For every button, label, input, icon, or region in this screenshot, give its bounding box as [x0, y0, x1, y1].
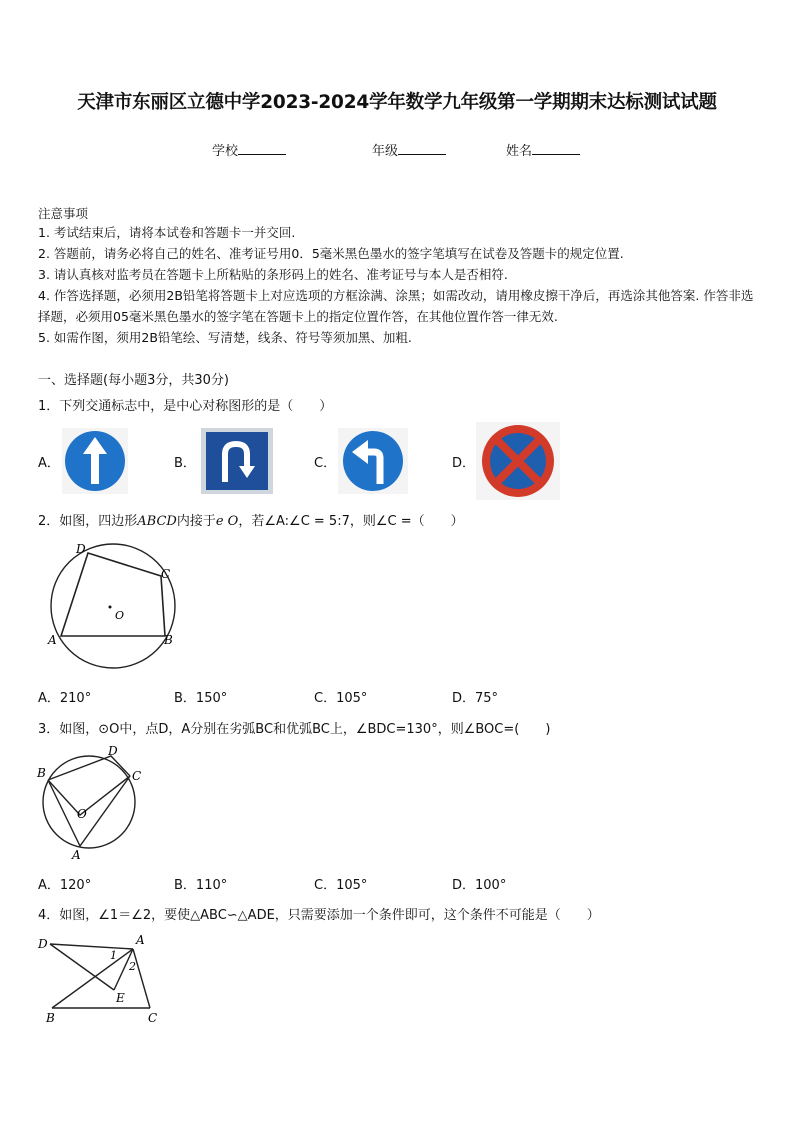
q2-stem-part-3: ，若∠A:∠C = 5:7，则∠C =（ ） [238, 514, 464, 529]
q2-label-c: C [161, 567, 171, 581]
note-item-4: 4. 作答选择题，必须用2B铅笔将答题卡上对应选项的方框涂满、涂黑；如需改动，请用橡皮擦干净后，再选涂其他答案. 作答非选择题，必须用05毫米黑色墨水的签字笔在答题卡上的指定位置作答，在其他位置作答一律无效. [38, 288, 754, 324]
q3-label-a: A [72, 848, 81, 862]
q4-figure [34, 930, 174, 1028]
q1-option-c-label: C． [314, 456, 337, 471]
q2-option-d: D．75° [452, 691, 499, 706]
note-item-5: 5. 如需作图，须用2B铅笔绘、写清楚，线条、符号等须加黑、加粗. [38, 330, 412, 345]
grade-label: 年级 [372, 144, 399, 159]
q3-option-b: B．110° [174, 878, 228, 893]
q3-option-d: D．100° [452, 878, 507, 893]
q4-label-d: D [38, 937, 48, 951]
q2-option-a: A．210° [38, 691, 92, 706]
left-turn-sign-icon [338, 428, 408, 494]
no-parking-sign-icon [476, 422, 560, 500]
q3-option-a: A．120° [38, 878, 92, 893]
q2-label-b: B [164, 633, 173, 647]
q4-segment-da [50, 944, 133, 949]
q4-label-angle-2: 2 [129, 960, 136, 973]
q4-label-b: B [46, 1011, 55, 1025]
up-arrow-sign-icon [62, 428, 128, 494]
q2-label-a: A [48, 633, 57, 647]
q4-segment-de [50, 944, 114, 990]
q2-label-o: O [115, 609, 125, 622]
grade-blank [398, 142, 446, 155]
note-item-2: 2. 答题前，请务必将自己的姓名、准考证号用0．5毫米黑色墨水的签字笔填写在试卷及答题卡的规定位置. [38, 246, 624, 261]
q3-chord-bac [48, 776, 130, 846]
school-field [212, 140, 286, 159]
q4-label-a: A [136, 933, 145, 947]
q3-chord-bdc [48, 756, 130, 780]
q3-label-b: B [37, 766, 46, 780]
q4-label-angle-1: 1 [110, 949, 117, 962]
q3-stem: 3．如图，⊙O中，点D，A分别在劣弧BC和优弧BC上，∠BDC=130°，则∠BOC=( ) [38, 722, 551, 737]
note-item-3: 3. 请认真核对监考员在答题卡上所粘贴的条形码上的姓名、准考证号与本人是否相符. [38, 267, 508, 282]
q3-radius-boc [48, 776, 130, 815]
q2-stem-part-1: 2．如图，四边形 [38, 514, 138, 529]
grade-field [372, 140, 446, 159]
q2-label-d: D [76, 542, 86, 556]
u-turn-sign-icon [201, 428, 273, 494]
q2-circle [51, 544, 175, 668]
q1-stem: 1．下列交通标志中，是中心对称图形的是（ ） [38, 399, 333, 414]
section-1-heading: 一、选择题(每小题3分，共30分) [38, 373, 229, 388]
notes-heading: 注意事项 [38, 206, 89, 221]
name-label: 姓名 [506, 144, 533, 159]
q2-stem [38, 510, 464, 529]
q3-label-c: C [132, 769, 142, 783]
q4-label-e: E [116, 991, 125, 1005]
q2-option-b: B．150° [174, 691, 228, 706]
q4-stem: 4．如图，∠1＝∠2，要使△ABC∽△ADE，只需要添加一个条件即可，这个条件不可能是（ ） [38, 908, 600, 923]
q1-option-b-label: B． [174, 456, 196, 471]
name-field [506, 140, 580, 159]
q2-center-point [109, 606, 112, 609]
q4-label-c: C [148, 1011, 158, 1025]
q2-stem-part-2: 内接于 [176, 514, 216, 529]
q2-quadrilateral [61, 553, 165, 636]
q2-stem-circle: e O [215, 514, 239, 529]
q2-stem-quad: ABCD [137, 514, 177, 529]
q1-option-d-label: D． [452, 456, 476, 471]
q3-label-d: D [108, 744, 118, 758]
school-blank [238, 142, 286, 155]
q3-option-c: C．105° [314, 878, 368, 893]
school-label: 学校 [212, 144, 239, 159]
q3-label-o: O [77, 807, 87, 821]
q2-option-c: C．105° [314, 691, 368, 706]
name-blank [532, 142, 580, 155]
q2-figure [40, 538, 190, 673]
q4-segment-ac [133, 949, 150, 1008]
q3-figure [34, 742, 154, 864]
note-item-1: 1. 考试结束后，请将本试卷和答题卡一并交回. [38, 225, 296, 240]
page-title: 天津市东丽区立德中学2023-2024学年数学九年级第一学期期末达标测试试题 [77, 92, 717, 113]
q1-option-a-label: A． [38, 456, 60, 471]
